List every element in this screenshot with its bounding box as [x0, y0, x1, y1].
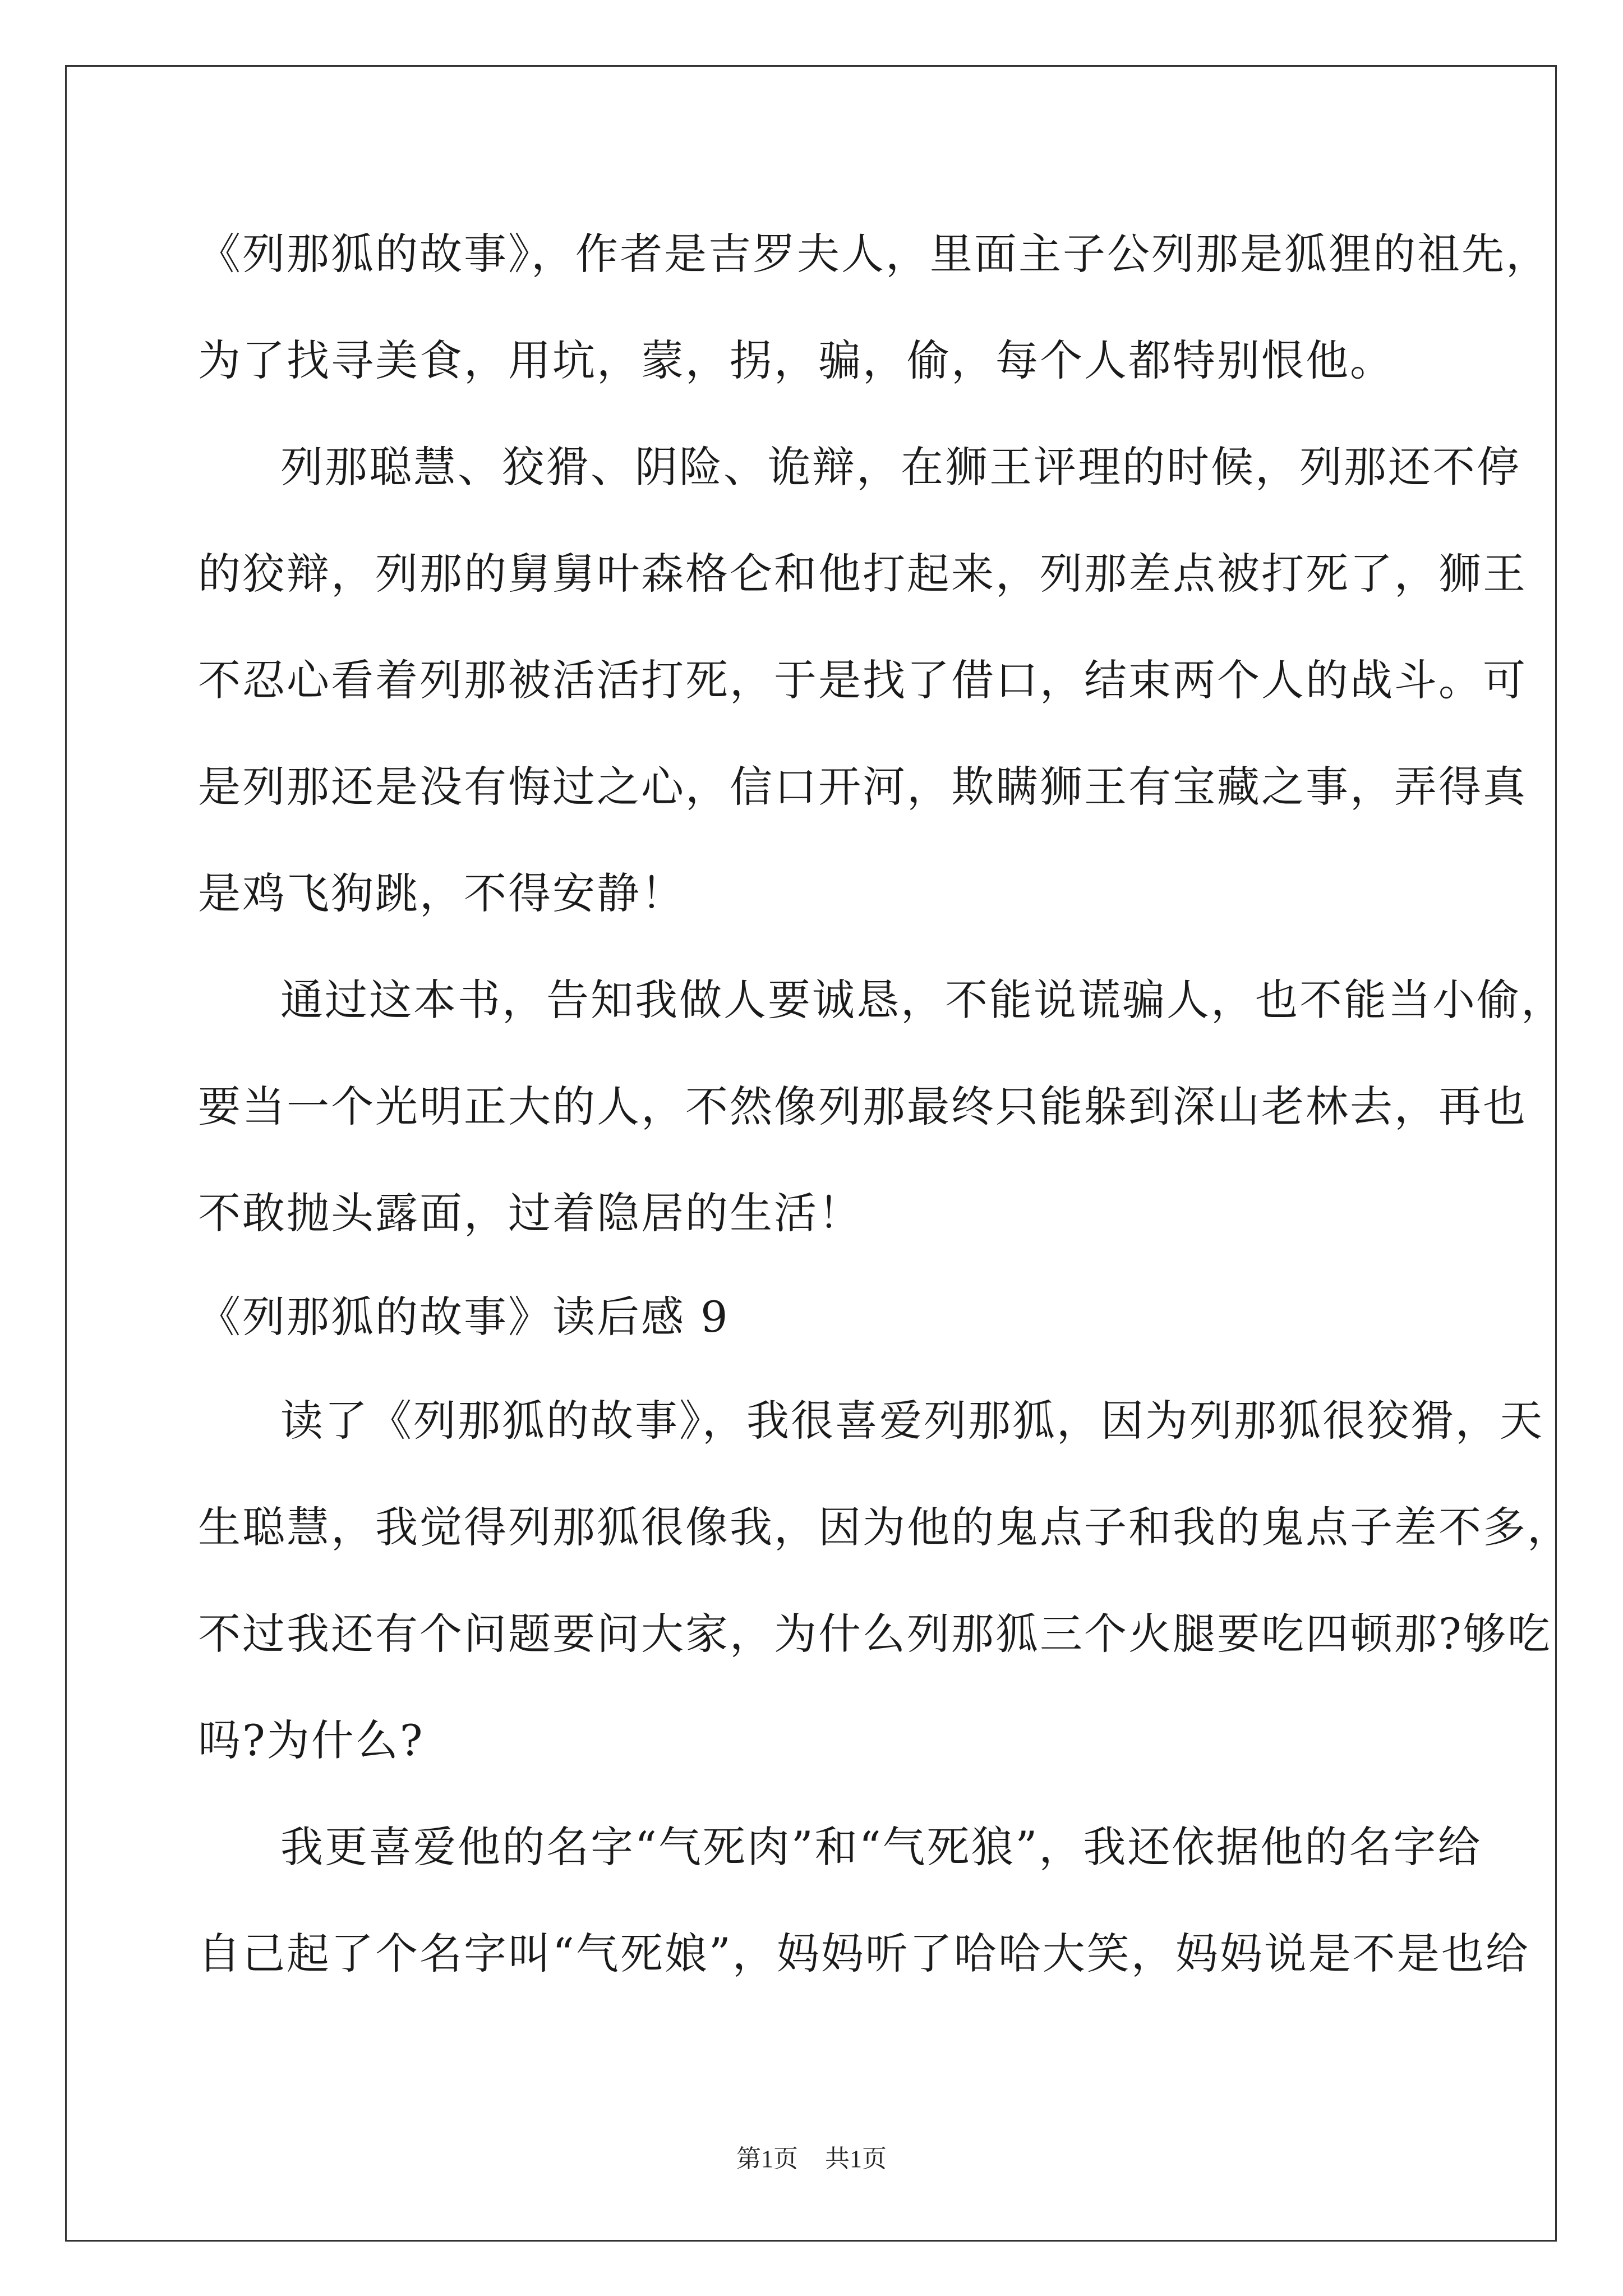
paragraph-start-line: 通过这本书，告知我做人要诚恳，不能说谎骗人，也不能当小偷， — [280, 975, 1565, 1025]
paragraph-start-line: 列那聪慧、狡猾、阴险、诡辩，在狮王评理的时候，列那还不停 — [280, 442, 1521, 492]
page-number: 第1页 — [736, 2145, 798, 2173]
text-line: 吗?为什么? — [198, 1715, 425, 1765]
page-total: 共1页 — [825, 2145, 887, 2173]
text-line: 要当一个光明正大的人，不然像列那最终只能躲到深山老林去，再也 — [198, 1082, 1527, 1131]
page-footer — [0, 2138, 1623, 2174]
section-heading: 《列那狐的故事》读后感 9 — [198, 1292, 730, 1342]
text-line: 不敢抛头露面，过着隐居的生活！ — [198, 1188, 863, 1238]
text-line: 自己起了个名字叫“气死娘”，妈妈听了哈哈大笑，妈妈说是不是也给 — [198, 1929, 1530, 1978]
text-line: 是鸡飞狗跳，不得安静！ — [198, 868, 685, 918]
text-line: 的狡辩，列那的舅舅叶森格仑和他打起来，列那差点被打死了，狮王 — [198, 549, 1527, 599]
paragraph-start-line: 我更喜爱他的名字“气死肉”和“气死狼”，我还依据他的名字给 — [280, 1822, 1482, 1872]
text-line: 不忍心看着列那被活活打死，于是找了借口，结束两个人的战斗。可 — [198, 655, 1527, 705]
text-line: 生聪慧，我觉得列那狐很像我，因为他的鬼点子和我的鬼点子差不多， — [198, 1502, 1571, 1552]
paragraph-start-line: 读了《列那狐的故事》，我很喜爱列那狐，因为列那狐很狡猾，天 — [280, 1396, 1544, 1446]
text-line: 为了找寻美食，用坑，蒙，拐，骗，偷，每个人都特别恨他。 — [198, 335, 1394, 385]
text-line: 《列那狐的故事》，作者是吉罗夫人，里面主子公列那是狐狸的祖先， — [198, 229, 1550, 279]
text-line: 是列那还是没有悔过之心，信口开河，欺瞒狮王有宝藏之事，弄得真 — [198, 762, 1527, 812]
text-line: 不过我还有个问题要问大家，为什么列那狐三个火腿要吃四顿那?够吃 — [198, 1609, 1552, 1659]
